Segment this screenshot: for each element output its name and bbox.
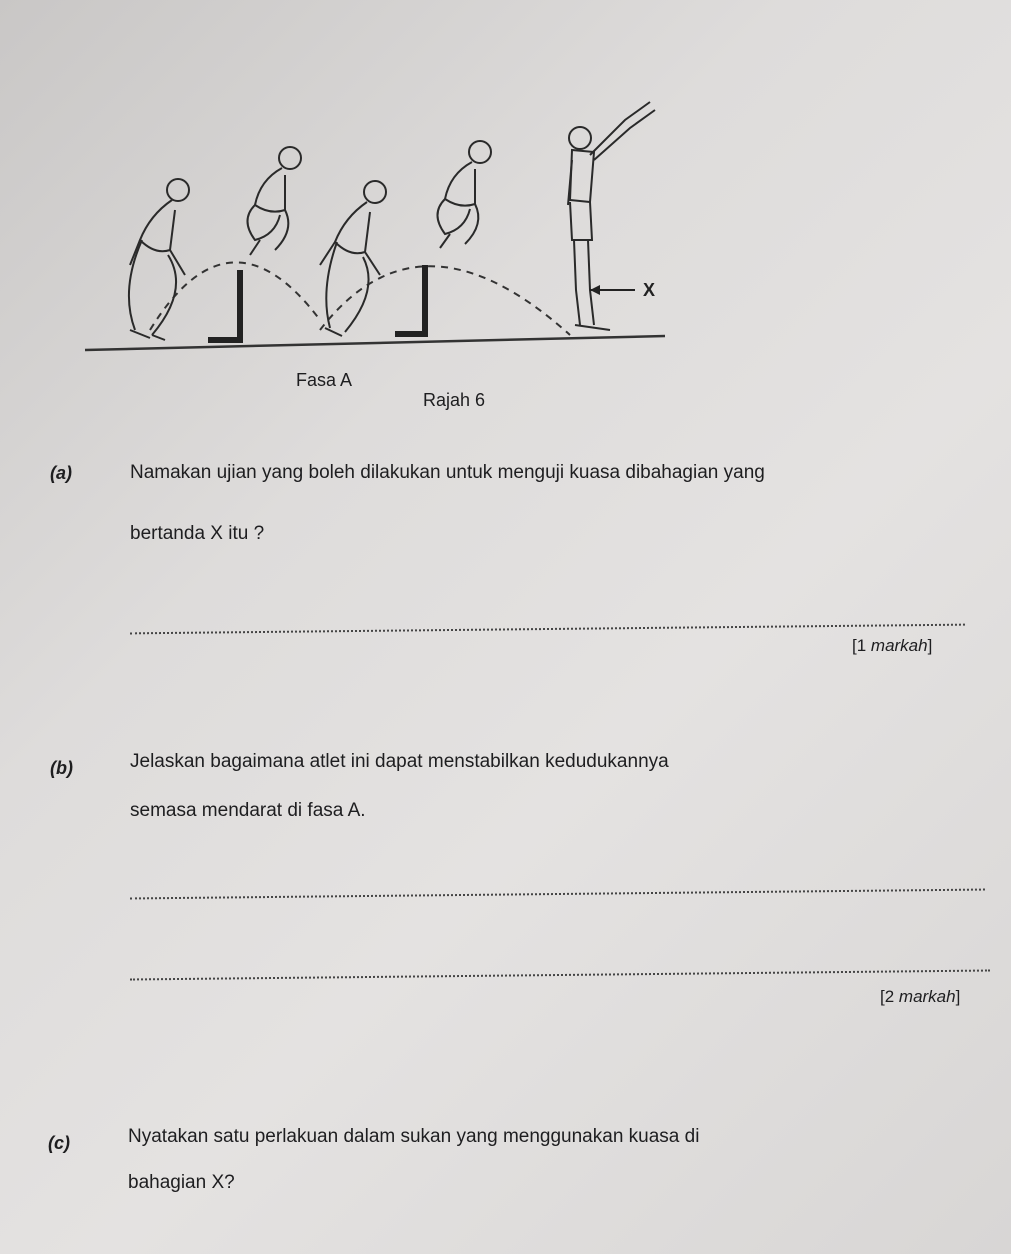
hurdle-1 [208,270,240,340]
figure-phase-label: Fasa A [296,370,353,390]
box-jump-illustration [80,90,680,360]
question-b-marks [880,987,960,1007]
question-c-line2: bahagian X? [128,1172,235,1193]
answer-line-b2[interactable] [130,969,990,980]
question-b-line1: Jelaskan bagaimana atlet ini dapat menstabilkan kedudukannya [130,751,669,772]
question-b-label: (b) [50,758,73,778]
question-a-line1: Namakan ujian yang boleh dilakukan untuk menguji kuasa dibahagian yang [130,462,765,483]
marker-label: X [643,280,656,300]
ground-line [85,336,665,350]
question-a-marks-close: ] [927,636,933,655]
question-a-marks-word: markah [870,636,928,655]
jump-arc-2 [320,266,570,335]
hurdle-2 [395,265,425,334]
question-b-marks-close: ] [955,987,961,1006]
question-a-marks [852,636,932,656]
question-c-line1: Nyatakan satu perlakuan dalam sukan yang menggunakan kuasa di [128,1126,700,1147]
question-c-label: (c) [48,1133,70,1153]
answer-line-b1[interactable] [130,889,985,900]
figure-caption: Rajah 6 [423,390,486,410]
question-b-marks-word: markah [898,987,956,1006]
question-b-marks-open: [2 [880,987,899,1006]
athlete-standing [568,102,655,330]
question-a-marks-open: [1 [852,636,871,655]
question-a-line2: bertanda X itu ? [130,523,265,544]
athlete-crouch-2 [320,181,386,336]
athlete-tuck-1 [248,147,302,255]
box-jump-figure [80,90,680,360]
answer-line-a[interactable] [130,624,965,635]
athlete-tuck-2 [438,141,492,248]
question-a-label: (a) [50,463,72,483]
marker-arrowhead [590,285,600,295]
question-b-line2: semasa mendarat di fasa A. [130,800,366,821]
